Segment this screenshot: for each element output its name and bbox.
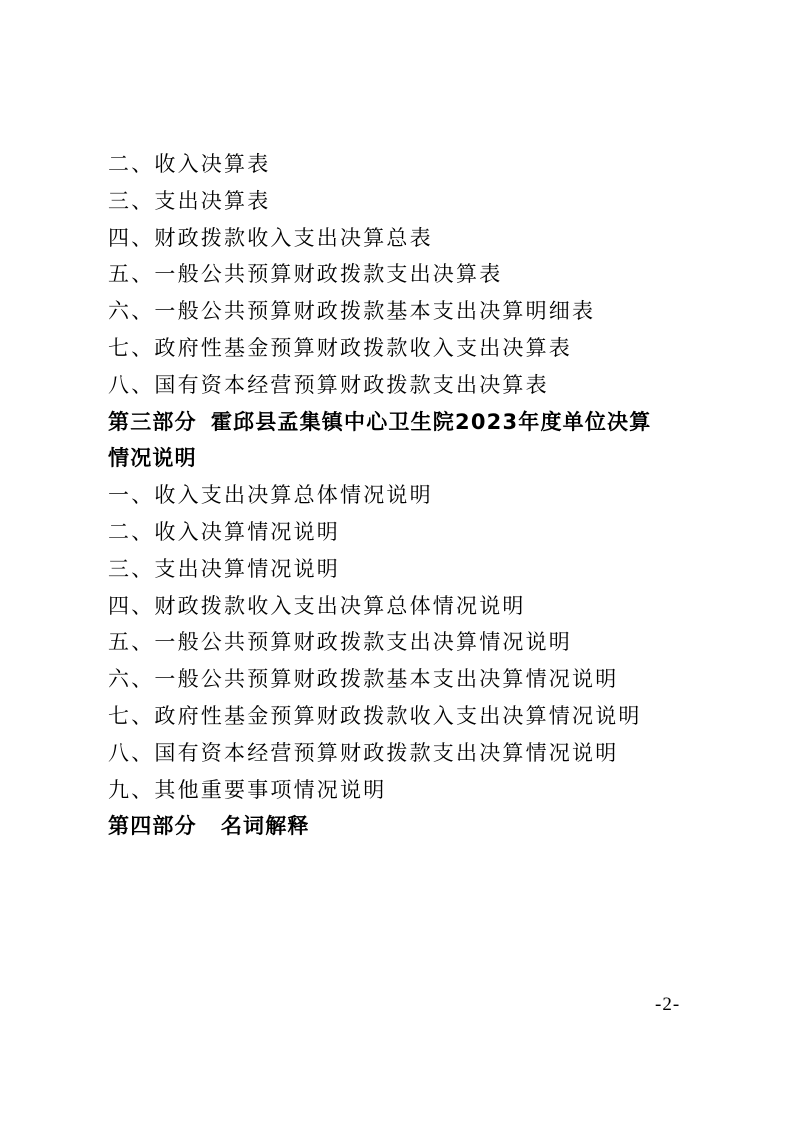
toc-item-expenditure-explanation: 三、支出决算情况说明 xyxy=(108,556,340,581)
toc-item-gov-fund-explanation: 七、政府性基金预算财政拨款收入支出决算情况说明 xyxy=(108,703,642,728)
section-4-part-label: 第四部分 xyxy=(108,814,197,839)
toc-item-general-budget-expenditure-table: 五、一般公共预算财政拨款支出决算表 xyxy=(108,262,503,287)
page-number: -2- xyxy=(655,994,681,1015)
toc-item-fiscal-total-table: 四、财政拨款收入支出决算总表 xyxy=(108,225,433,250)
section-3-part-label: 第三部分 xyxy=(108,409,197,434)
toc-item-other-matters-explanation: 九、其他重要事项情况说明 xyxy=(108,777,387,802)
toc-item-general-budget-basic-explanation: 六、一般公共预算财政拨款基本支出决算情况说明 xyxy=(108,667,619,692)
toc-item-overall-explanation: 一、收入支出决算总体情况说明 xyxy=(108,483,433,508)
toc-item-general-budget-basic-detail-table: 六、一般公共预算财政拨款基本支出决算明细表 xyxy=(108,299,596,324)
section-3-heading-continued: 情况说明 xyxy=(108,446,197,471)
toc-item-general-budget-explanation: 五、一般公共预算财政拨款支出决算情况说明 xyxy=(108,630,572,655)
toc-item-expenditure-table: 三、支出决算表 xyxy=(108,188,271,213)
toc-item-income-table: 二、收入决算表 xyxy=(108,152,271,176)
section-4-heading xyxy=(108,808,708,845)
table-of-contents xyxy=(108,146,708,845)
toc-item-fiscal-total-explanation: 四、财政拨款收入支出决算总体情况说明 xyxy=(108,593,526,618)
toc-item-gov-fund-table: 七、政府性基金预算财政拨款收入支出决算表 xyxy=(108,335,572,360)
section-4-title: 名词解释 xyxy=(220,814,310,839)
toc-item-state-capital-explanation: 八、国有资本经营预算财政拨款支出决算情况说明 xyxy=(108,740,619,765)
section-3-heading xyxy=(108,404,708,441)
section-3-title-line1: 霍邱县孟集镇中心卫生院2023年度单位决算 xyxy=(210,409,652,434)
toc-item-income-explanation: 二、收入决算情况说明 xyxy=(108,519,340,544)
toc-item-state-capital-table: 八、国有资本经营预算财政拨款支出决算表 xyxy=(108,372,549,397)
